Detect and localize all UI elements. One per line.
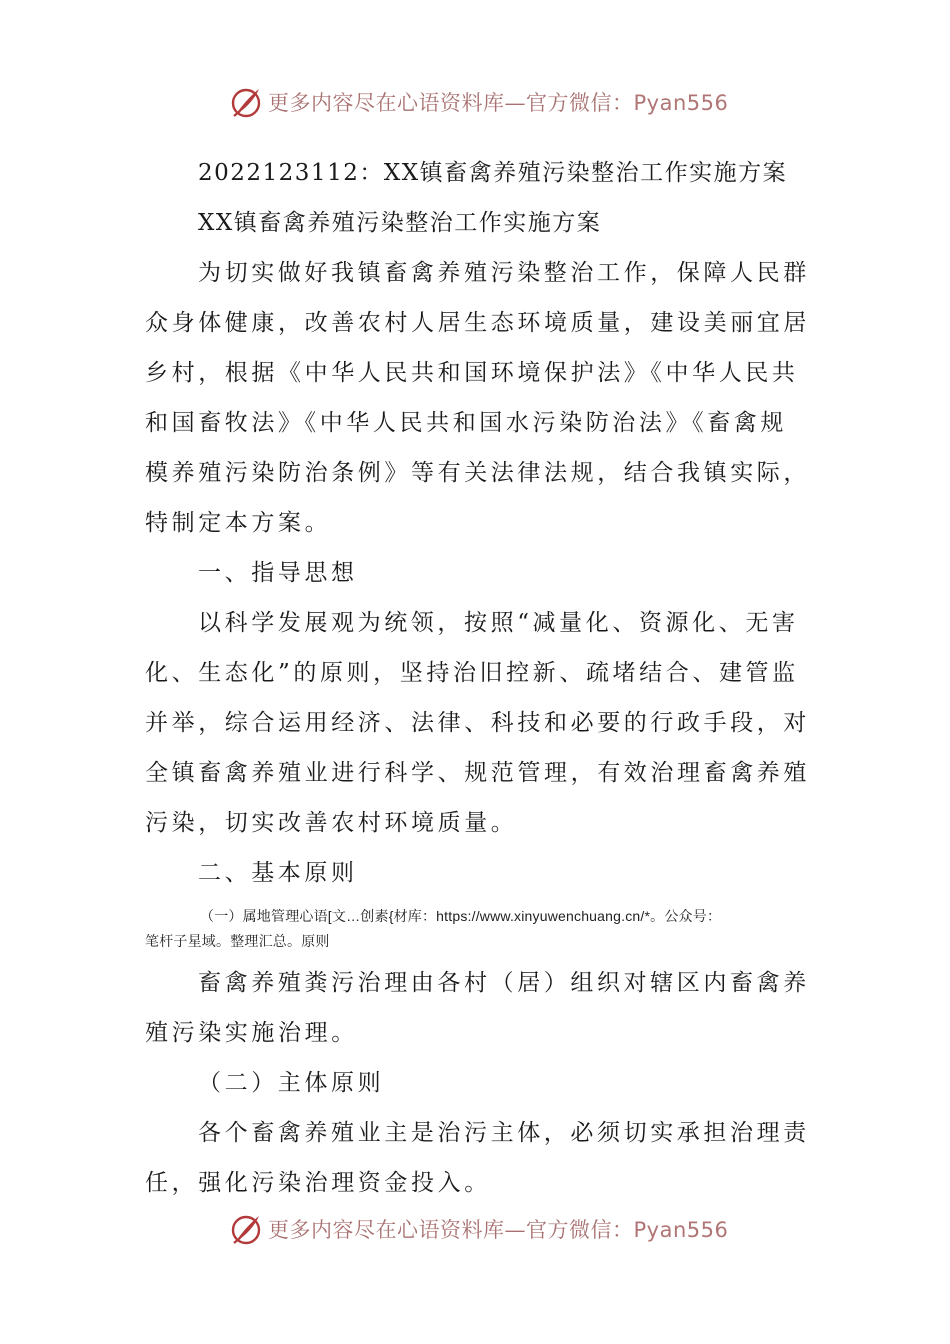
- document-body: [145, 148, 809, 1208]
- section-heading: 一、指导思想: [198, 560, 358, 586]
- section1-line: 化、生态化”的原则，坚持治旧控新、疏堵结合、建管监: [145, 660, 799, 686]
- watermark-text: 更多内容尽在心语资料库—官方微信：Pyan556: [268, 1218, 729, 1242]
- subsection-heading: （二）主体原则: [198, 1070, 385, 1096]
- watermark-banner-bottom: [228, 1207, 728, 1251]
- principle1-line: 畜禽养殖粪污治理由各村（居）组织对辖区内畜禽养: [198, 970, 810, 996]
- watermark-text: 更多内容尽在心语资料库—官方微信：Pyan556: [268, 91, 729, 115]
- document-heading-line: 2022123112：XX镇畜禽养殖污染整治工作实施方案: [198, 160, 788, 186]
- section1-line: 全镇畜禽养殖业进行科学、规范管理，有效治理畜禽养殖: [145, 760, 810, 786]
- intro-line: 模养殖污染防治条例》等有关法律法规，结合我镇实际，: [145, 460, 810, 486]
- source-note-line: 笔杆子星域。整理汇总。原则: [145, 933, 330, 949]
- intro-line: 特制定本方案。: [145, 510, 332, 536]
- intro-line: 为切实做好我镇畜禽养殖污染整治工作，保障人民群: [198, 260, 810, 286]
- intro-line: 乡村，根据《中华人民共和国环境保护法》《中华人民共: [145, 360, 799, 386]
- quill-pen-logo-icon: [228, 1211, 264, 1247]
- section1-line: 污染，切实改善农村环境质量。: [145, 810, 518, 836]
- watermark-banner-top: [228, 80, 728, 124]
- principle2-line: 任，强化污染治理资金投入。: [145, 1170, 491, 1196]
- section1-line: 以科学发展观为统领，按照“减量化、资源化、无害: [198, 610, 799, 636]
- intro-line: 众身体健康，改善农村人居生态环境质量，建设美丽宜居: [145, 310, 810, 336]
- source-note-line: （一）属地管理心语[文…创素{材库：https://www.xinyuwenchuang.cn/*。公众号：: [200, 908, 722, 924]
- principle2-line: 各个畜禽养殖业主是治污主体，必须切实承担治理责: [198, 1120, 810, 1146]
- intro-line: 和国畜牧法》《中华人民共和国水污染防治法》《畜禽规: [145, 410, 787, 436]
- principle1-line: 殖污染实施治理。: [145, 1020, 358, 1046]
- section-heading: 二、基本原则: [198, 860, 358, 886]
- quill-pen-logo-icon: [228, 84, 264, 120]
- watermark-handle: Pyan556: [633, 91, 729, 115]
- document-title: XX镇畜禽养殖污染整治工作实施方案: [198, 210, 602, 236]
- watermark-handle: Pyan556: [633, 1218, 729, 1242]
- section1-line: 并举，综合运用经济、法律、科技和必要的行政手段，对: [145, 710, 810, 736]
